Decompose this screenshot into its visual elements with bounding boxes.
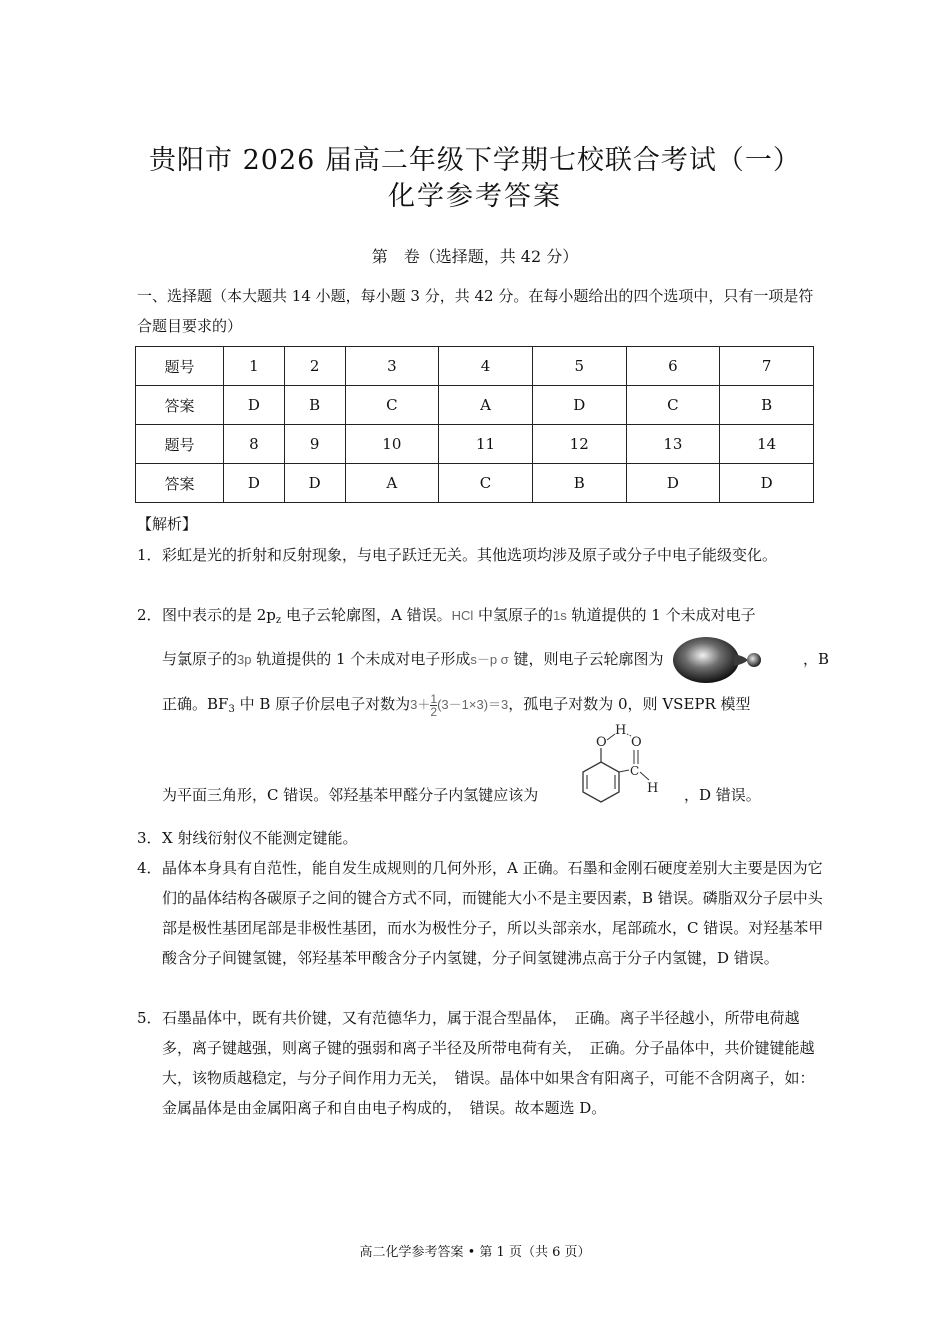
question-number-cell: 6 — [626, 347, 720, 386]
section-title: 第 卷（选择题，共 42 分） — [371, 247, 579, 266]
text-line — [162, 600, 829, 630]
analysis-item-1 — [137, 540, 829, 570]
item-number: 2． — [137, 606, 162, 624]
fraction-denominator: 2 — [430, 704, 438, 719]
text-run: ，D 错误。 — [684, 786, 761, 804]
table-row — [136, 464, 814, 503]
answer-cell: C — [439, 464, 533, 503]
atom-label: O — [631, 735, 642, 750]
question-number-cell: 2 — [284, 347, 345, 386]
question-number-cell: 14 — [720, 425, 814, 464]
analysis-item-2 — [137, 600, 829, 812]
question-number-cell: 9 — [284, 425, 345, 464]
answer-cell: D — [626, 464, 720, 503]
answer-cell: A — [439, 386, 533, 425]
item-number: 4． — [137, 859, 162, 877]
question-number-cell: 3 — [345, 347, 439, 386]
formula-part: (3－1×3)＝3 — [437, 697, 509, 712]
analysis-item-4 — [137, 853, 829, 973]
item-number: 5． — [137, 1009, 162, 1027]
electron-cloud-image — [668, 632, 764, 688]
subscript: 3 — [228, 704, 235, 715]
question-number-cell: 8 — [224, 425, 285, 464]
text-run: 图中表示的是 2p — [162, 606, 276, 624]
item-text — [162, 600, 829, 812]
text-run: 键，则电子云轮廓图为 — [508, 650, 664, 668]
text-run: 电子云轮廓图，A 错误。 — [281, 606, 452, 624]
question-number-cell: 1 — [224, 347, 285, 386]
atom-label: H — [615, 723, 627, 738]
answer-cell: C — [626, 386, 720, 425]
question-number-cell: 5 — [532, 347, 626, 386]
question-number-cell: 10 — [345, 425, 439, 464]
answer-cell: A — [345, 464, 439, 503]
question-number-cell: 4 — [439, 347, 533, 386]
analysis-heading: 【解析】 — [137, 515, 198, 533]
text-line — [162, 688, 829, 720]
answer-cell: B — [532, 464, 626, 503]
table-header-cell: 答案 — [136, 386, 224, 425]
text-run: 中 B 原子价层电子对数为 — [234, 695, 411, 713]
answer-table — [135, 346, 814, 503]
answer-cell: D — [284, 464, 345, 503]
text-line — [162, 720, 829, 812]
table-header-cell: 题号 — [136, 425, 224, 464]
answer-cell: D — [224, 464, 285, 503]
salicylaldehyde-structure-image — [579, 720, 669, 810]
analysis-item-3 — [137, 823, 829, 853]
formula-hcl: HCl — [451, 608, 474, 623]
page-footer: 高二化学参考答案 • 第 1 页（共 6 页） — [359, 1245, 591, 1260]
question-number-cell: 7 — [720, 347, 814, 386]
table-header-cell: 答案 — [136, 464, 224, 503]
text-run: ，孤电子对数为 0，则 VSEPR 模型 — [508, 695, 751, 713]
item-text: X 射线衍射仪不能测定键能。 — [162, 829, 358, 847]
text-run: 中氢原子的 — [473, 606, 554, 624]
formula-sp-sigma: s－p σ — [470, 652, 509, 667]
question-number-cell: 12 — [532, 425, 626, 464]
fraction-numerator: 1 — [430, 691, 438, 706]
table-header-cell: 题号 — [136, 347, 224, 386]
answer-cell: B — [284, 386, 345, 425]
formula-3p: 3p — [237, 652, 252, 667]
answer-cell: C — [345, 386, 439, 425]
text-run: 轨道提供的 1 个未成对电子 — [566, 606, 756, 624]
text-run: 为平面三角形，C 错误。邻羟基苯甲醛分子内氢键应该为 — [162, 786, 539, 804]
table-row — [136, 347, 814, 386]
table-row — [136, 425, 814, 464]
subscript: z — [275, 615, 282, 626]
document-subtitle: 化学参考答案 — [388, 181, 562, 212]
table-row — [136, 386, 814, 425]
item-number: 1． — [137, 546, 162, 564]
answer-cell: D — [224, 386, 285, 425]
text-run: 轨道提供的 1 个未成对电子形成 — [251, 650, 471, 668]
answer-cell: D — [532, 386, 626, 425]
answer-cell: B — [720, 386, 814, 425]
atom-label: C — [630, 764, 640, 778]
answer-cell: D — [720, 464, 814, 503]
question-number-cell: 13 — [626, 425, 720, 464]
text-run: 正确。BF — [162, 695, 229, 713]
item-text: 彩虹是光的折射和反射现象，与电子跃迁无关。其他选项均涉及原子或分子中电子能级变化。 — [162, 546, 778, 564]
section-intro: 一、选择题（本大题共 14 小题，每小题 3 分，共 42 分。在每小题给出的四个选项中，只有一项是符合题目要求的） — [137, 287, 814, 335]
atom-label: H — [647, 781, 659, 796]
item-number: 3． — [137, 829, 162, 847]
atom-label: O — [596, 735, 607, 750]
text-line — [162, 630, 829, 688]
formula-1s: 1s — [553, 608, 567, 623]
document-title: 贵阳市 2026 届高二年级下学期七校联合考试（一） — [149, 145, 801, 176]
text-run: ，B — [802, 650, 829, 668]
text-run: 与氯原子的 — [162, 650, 238, 668]
formula-part: 3＋ — [410, 697, 431, 712]
analysis-item-5 — [137, 1003, 829, 1123]
item-text: 石墨晶体中，既有共价键，又有范德华力，属于混合型晶体， 正确。离子半径越小，所带电荷越多，离子键越强，则离子键的强弱和离子半径及所带电荷有关， 正确。分子晶体中，共价键键能越大，该物质越稳定，与分子间作用力无关， 错误。晶体中如果含有阳离子，可能不含阴离子，如：金属晶体是由金属阳离子和自由电子构成的， 错误。故本题选 D。 — [162, 1009, 815, 1117]
item-text: 晶体本身具有自范性，能自发生成规则的几何外形，A 正确。石墨和金刚石硬度差别大主要是因为它们的晶体结构各碳原子之间的键合方式不同，而键能大小不是主要因素，B 错误。磷脂双分子层中头部是极性基团尾部是非极性基团，而水为极性分子，所以头部亲水，尾部疏水，C 错误。对羟基苯甲酸含分子间键氢键，邻羟基苯甲酸含分子内氢键，分子间氢键沸点高于分子内氢键，D 错误。 — [162, 859, 824, 967]
question-number-cell: 11 — [439, 425, 533, 464]
